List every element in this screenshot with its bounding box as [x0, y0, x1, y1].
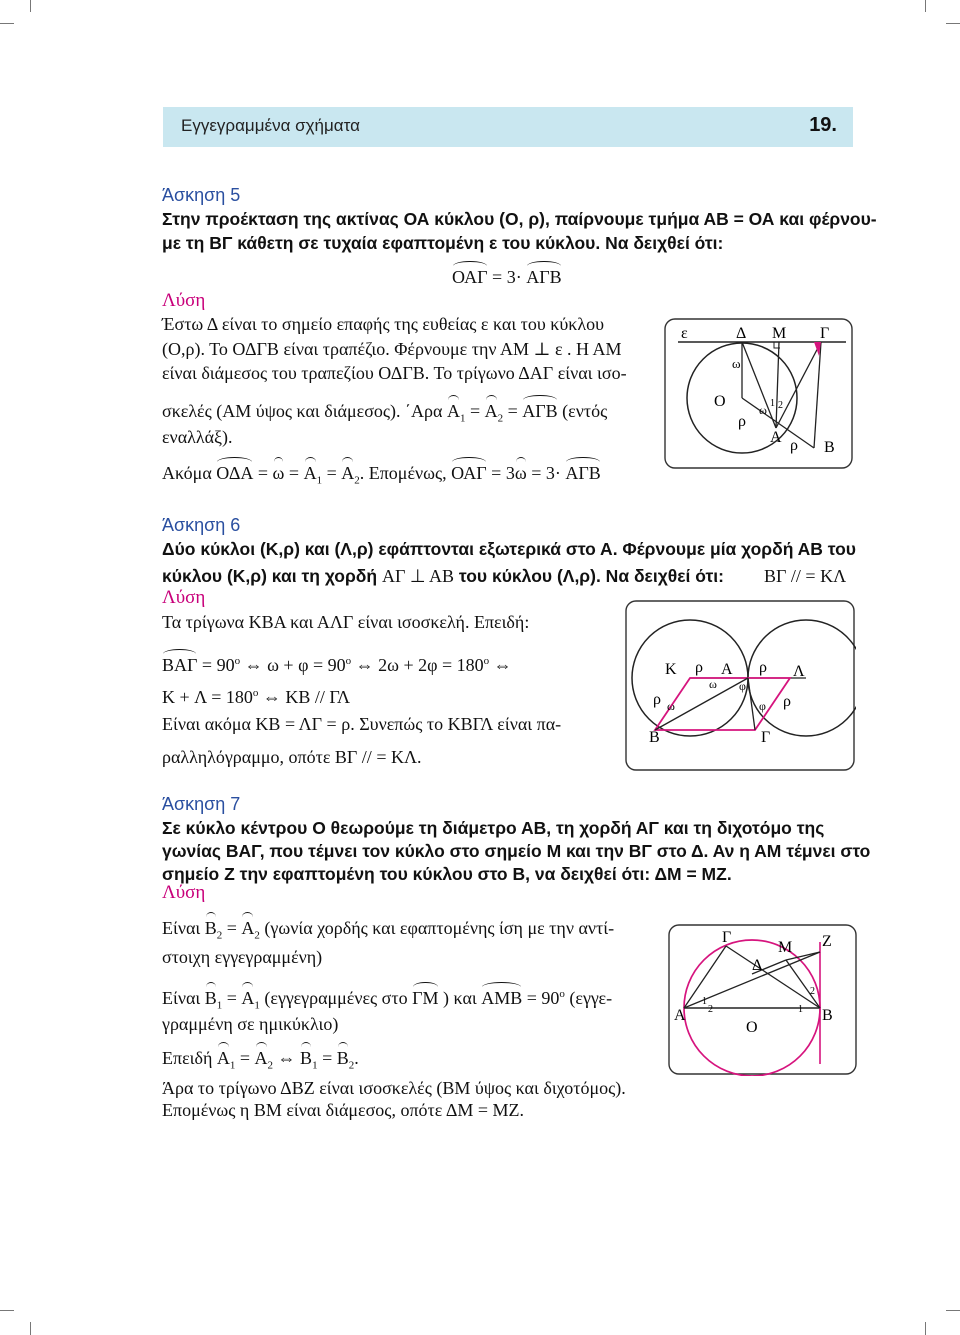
- fig7-label-b: Β: [822, 1007, 833, 1024]
- fig5-label-1: 1: [770, 398, 775, 409]
- ex7-line-1: Είναι $B_2 = A_2$ (γωνία χορδής και εφαπτομένης ίση με την αντί-: [162, 918, 615, 942]
- chapter-title: Εγγεγραμμένα σχήματα: [181, 116, 360, 135]
- fig5-label-w1: ω: [732, 356, 741, 371]
- arc-oag: ΟΑΓ: [452, 267, 488, 287]
- ex6-statement-1: Δύο κύκλοι (Κ,ρ) και (Λ,ρ) εφάπτονται εξωτερικά στο Α. Φέρνουμε μία χορδή ΑΒ του: [162, 539, 856, 559]
- fig7-label-m: Μ: [778, 939, 793, 956]
- ex5-line-2: (Ο,ρ). Το ΟΔΓΒ είναι τραπέζιο. Φέρνουμε την ΑΜ ⊥ ε . Η ΑΜ: [162, 339, 622, 359]
- fig5-label-r1: ρ: [738, 413, 746, 430]
- ex7-statement-3: σημείο Ζ την εφαπτομένη του κύκλου στο Β, να δειχθεί ότι: ΔΜ = ΜΖ.: [162, 864, 732, 884]
- ex5-figure: [664, 318, 854, 470]
- fig6-label-k: Κ: [665, 661, 677, 678]
- fig7-label-1a: 1: [702, 996, 707, 1007]
- ex5-statement-1: Στην προέκταση της ακτίνας ΟΑ κύκλου (Ο, ρ), παίρνουμε τμήμα ΑΒ = ΟΑ και φέρνου-: [162, 209, 877, 229]
- crop-mark: [30, 0, 31, 12]
- fig6-label-w2: ω: [667, 699, 675, 713]
- ex5-line-5: εναλλάξ).: [162, 427, 233, 447]
- fig6-label-f1: φ: [739, 679, 746, 693]
- fig5-label-r2: ρ: [790, 437, 798, 454]
- ex6-equation-1: $BA\Gamma = 90^o$ ⇔ $\omega + \varphi = 90^o$ ⇔ $2\omega + 2\varphi = 180^o$ ⇔: [162, 655, 512, 675]
- fig5-label-g: Γ: [820, 325, 830, 342]
- fig5-label-d: Δ: [736, 325, 747, 342]
- ex6-line-1: Τα τρίγωνα ΚΒΑ και ΑΛΓ είναι ισοσκελή. Επειδή:: [162, 612, 530, 632]
- fig6-label-r1: ρ: [695, 659, 703, 676]
- ex6-title: Άσκηση 6: [162, 515, 241, 535]
- ex7-line-5: Επειδή $A_1 = A_2$ ⇔ $B_1 = B_2$.: [162, 1048, 359, 1072]
- crop-mark: [946, 1310, 960, 1311]
- fig6-label-r4: ρ: [783, 693, 791, 710]
- fig6-label-f2: φ: [759, 699, 766, 713]
- ex5-line-6: Ακόμα $O\Delta A = \omega = A_1 = A_2$. Επομένως, ΟΑΓ = 3ω = 3· ΑΓΒ: [162, 463, 601, 487]
- ex7-line-7: Επομένως η ΒΜ είναι διάμεσος, οπότε ΔΜ = ΜΖ.: [162, 1100, 525, 1120]
- ex5-line-4: σκελές (ΑΜ ύψος και διάμεσος). ΄Αρα $A_1 = A_2 = A\Gamma B$ (εντός: [162, 401, 608, 425]
- fig6-label-a: Α: [721, 661, 733, 678]
- ex7-line-4: γραμμένη σε ημικύκλιο): [162, 1014, 339, 1034]
- fig7-label-z: Ζ: [822, 933, 832, 950]
- fig6-label-b: Β: [649, 729, 660, 746]
- fig6-label-g: Γ: [761, 729, 771, 746]
- ex5-equation: ΟΑΓ = 3· ΑΓΒ: [452, 267, 562, 287]
- crop-mark: [925, 0, 926, 12]
- fig5-label-a: Α: [770, 429, 782, 446]
- ex5-line-1: Έστω Δ είναι το σημείο επαφής της ευθείας ε και του κύκλου: [162, 314, 604, 334]
- fig5-label-b: Β: [824, 439, 835, 456]
- fig6-label-w1: ω: [709, 677, 717, 691]
- fig7-label-a: Α: [674, 1007, 686, 1024]
- fig5-label-o: Ο: [714, 393, 726, 410]
- ex7-solution-label: Λύση: [162, 882, 206, 903]
- crop-mark: [30, 1322, 31, 1335]
- ex7-figure: [668, 924, 858, 1076]
- fig7-label-2b: 2: [810, 986, 815, 997]
- ex6-statement-2: κύκλου (Κ,ρ) και τη χορδή ΑΓ ⊥ ΑΒ του κύκλου (Λ,ρ). Να δειχθεί ότι:: [162, 566, 724, 586]
- page-number: 19.: [809, 114, 837, 136]
- ex7-title: Άσκηση 7: [162, 794, 241, 814]
- ex7-statement-2: γωνίας ΒΑΓ, που τέμνει τον κύκλο στο σημείο Μ και την ΒΓ στο Δ. Αν η ΑΜ τέμνει στο: [162, 841, 871, 861]
- ex5-solution-label: Λύση: [162, 290, 206, 311]
- fig5-label-m: Μ: [772, 325, 787, 342]
- ex7-line-3: Είναι $B_1 = A_1$ (εγγεγραμμένες στο ΓΜ ) και $AMB = 90^o$ (εγγε-: [162, 988, 613, 1012]
- ex6-figure: [625, 600, 856, 772]
- fig6-label-r2: ρ: [759, 659, 767, 676]
- crop-mark: [0, 23, 14, 24]
- fig7-label-d: Δ: [752, 957, 763, 974]
- fig7-label-o: Ο: [746, 1019, 758, 1036]
- ex5-statement-2: με τη ΒΓ κάθετη σε τυχαία εφαπτομένη ε του κύκλου. Να δειχθεί ότι:: [162, 233, 724, 253]
- ex6-claim: ΒΓ // = ΚΛ: [764, 566, 847, 586]
- fig5-label-2: 2: [778, 400, 783, 411]
- ex6-line-3: Είναι ακόμα ΚΒ = ΛΓ = ρ. Συνεπώς το ΚΒΓΛ είναι πα-: [162, 714, 562, 734]
- fig6-label-r3: ρ: [653, 691, 661, 708]
- page-header: [163, 107, 853, 147]
- ex6-solution-label: Λύση: [162, 587, 206, 608]
- fig7-label-1b: 1: [798, 1004, 803, 1015]
- fig5-label-e: ε: [681, 325, 688, 342]
- fig6-label-l: Λ: [793, 663, 805, 680]
- arc-agb: ΑΓΒ: [526, 267, 562, 287]
- ex6-equation-2: $K + \Lambda = 180^o$ ⇔ ΚΒ // ΓΛ: [162, 687, 351, 707]
- ex7-line-6: Άρα το τρίγωνο ΔΒΖ είναι ισοσκελές (ΒΜ ύψος και διχοτόμος).: [162, 1078, 626, 1098]
- crop-mark: [925, 1322, 926, 1335]
- ex5-line-3: είναι διάμεσος του τραπεζίου ΟΔΓΒ. Το τρίγωνο ΔΑΓ είναι ισο-: [162, 363, 627, 383]
- fig5-label-w2: ω: [759, 403, 767, 417]
- fig7-label-2a: 2: [708, 1004, 713, 1015]
- ex7-statement-1: Σε κύκλο κέντρου Ο θεωρούμε τη διάμετρο ΑΒ, τη χορδή ΑΓ και τη διχοτόμο της: [162, 818, 825, 838]
- ex5-title: Άσκηση 5: [162, 185, 241, 205]
- crop-mark: [0, 1310, 14, 1311]
- ex7-line-2: στοιχη εγγεγραμμένη): [162, 947, 323, 967]
- ex6-line-4: ραλληλόγραμμο, οπότε ΒΓ // = ΚΛ.: [162, 747, 422, 767]
- fig7-label-g: Γ: [722, 929, 732, 946]
- crop-mark: [946, 23, 960, 24]
